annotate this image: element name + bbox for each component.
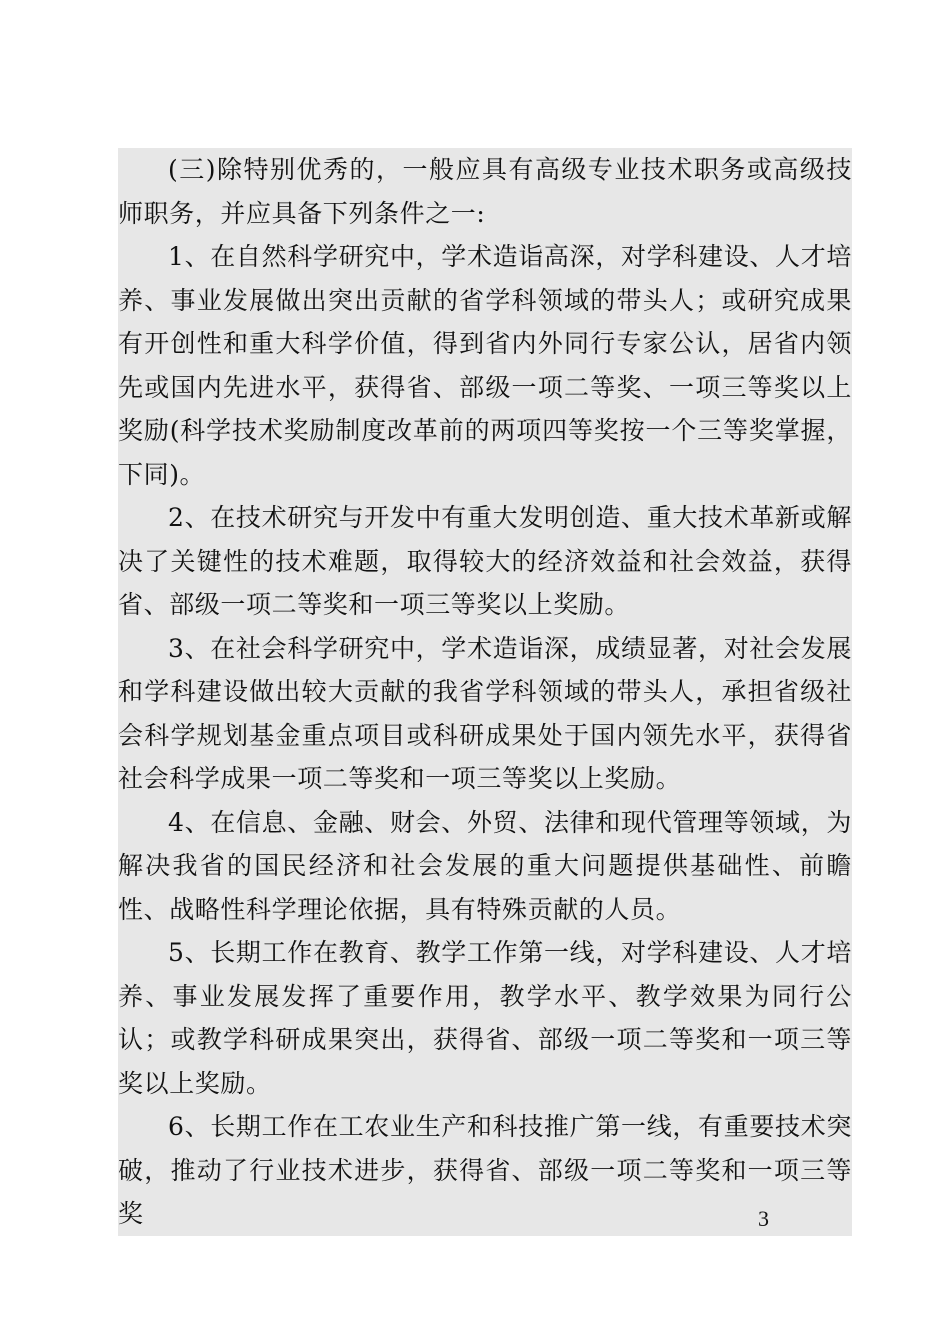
paragraph-item-5: 5、长期工作在教育、教学工作第一线，对学科建设、人才培养、事业发展发挥了重要作用，教学水平、教学效果为同行公认；或教学科研成果突出，获得省、部级一项二等奖和一项三等奖以上奖励。 xyxy=(118,938,852,1098)
page-number: 3 xyxy=(758,1206,769,1231)
paragraph-item-6: 6、长期工作在工农业生产和科技推广第一线，有重要技术突破，推动了行业技术进步，获得省、部级一项二等奖和一项三等奖 xyxy=(118,1112,852,1228)
paragraph-item-1: 1、在自然科学研究中，学术造诣高深，对学科建设、人才培养、事业发展做出突出贡献的省学科领域的带头人；或研究成果有开创性和重大科学价值，得到省内外同行专家公认，居省内领先或国内先进水平，获得省、部级一项二等奖、一项三等奖以上奖励(科学技术奖励制度改革前的两项四等奖按一个三等奖掌握，下同)。 xyxy=(118,242,852,489)
paragraph-item-2: 2、在技术研究与开发中有重大发明创造、重大技术革新或解决了关键性的技术难题，取得较大的经济效益和社会效益，获得省、部级一项二等奖和一项三等奖以上奖励。 xyxy=(118,503,852,619)
paragraph-item-3: 3、在社会科学研究中，学术造诣深，成绩显著，对社会发展和学科建设做出较大贡献的我省学科领域的带头人，承担省级社会科学规划基金重点项目或科研成果处于国内领先水平，获得省社会科学成果一项二等奖和一项三等奖以上奖励。 xyxy=(118,633,852,793)
paragraph-item-4: 4、在信息、金融、财会、外贸、法律和现代管理等领域，为解决我省的国民经济和社会发展的重大问题提供基础性、前瞻性、战略性科学理论依据，具有特殊贡献的人员。 xyxy=(118,807,852,924)
paragraph-section-3-intro: (三)除特别优秀的，一般应具有高级专业技术职务或高级技师职务，并应具备下列条件之一: xyxy=(118,155,852,228)
document-body xyxy=(118,148,852,1236)
